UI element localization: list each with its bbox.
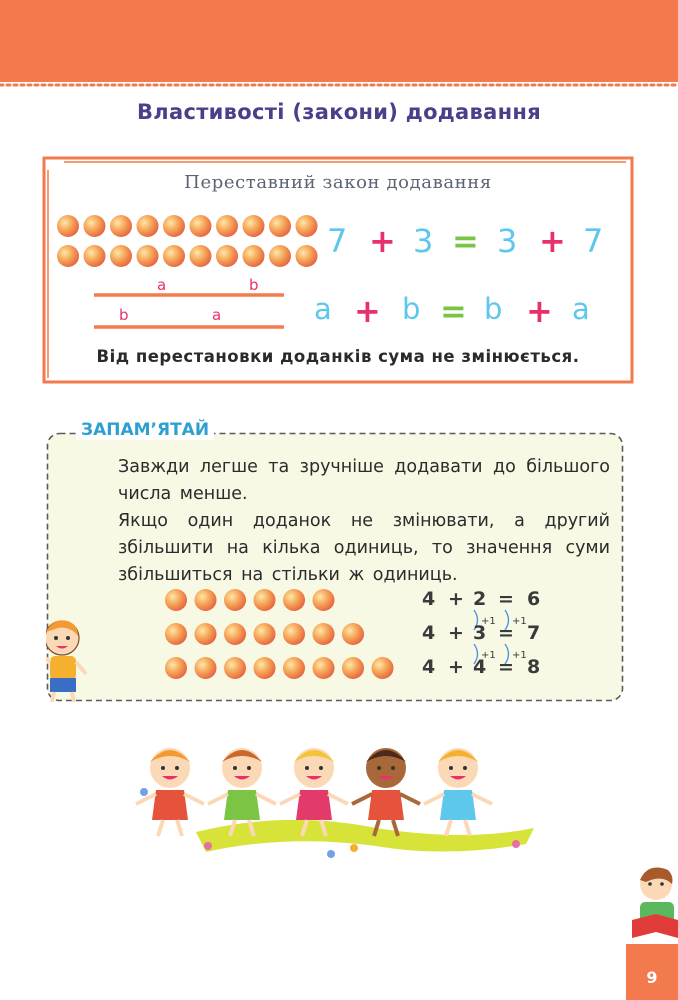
- counting-ball: [296, 245, 318, 267]
- counting-ball: [342, 657, 364, 679]
- eq-plus: +: [369, 222, 396, 260]
- counting-ball: [84, 215, 106, 237]
- counting-ball: [283, 657, 305, 679]
- counting-ball: [137, 215, 159, 237]
- counting-ball: [57, 245, 79, 267]
- child-figure: [352, 748, 420, 836]
- counting-ball: [372, 657, 394, 679]
- segment-label-b-top: b: [249, 276, 259, 294]
- step-label: +1: [481, 616, 496, 627]
- eq-term: b: [402, 292, 421, 326]
- counting-ball: [254, 623, 276, 645]
- step-label: +1: [481, 650, 496, 661]
- counting-ball: [216, 245, 238, 267]
- counting-ball: [163, 245, 185, 267]
- counting-ball: [137, 245, 159, 267]
- child-figure: [424, 748, 492, 836]
- counting-ball: [165, 623, 187, 645]
- counting-ball: [190, 215, 212, 237]
- counting-ball: [296, 215, 318, 237]
- counting-ball: [254, 657, 276, 679]
- counting-ball: [243, 245, 265, 267]
- counting-ball: [269, 245, 291, 267]
- counting-ball: [57, 215, 79, 237]
- eq-term: 7: [583, 222, 604, 260]
- eq-term: 3: [497, 222, 518, 260]
- counting-ball: [110, 215, 132, 237]
- eq-plus: +: [539, 222, 566, 260]
- counting-ball: [195, 623, 217, 645]
- counting-ball: [313, 623, 335, 645]
- rule-easier-add-smaller: Завжди легше та зручніше додавати до більшого числа менше.: [118, 457, 610, 504]
- counting-ball: [84, 245, 106, 267]
- counting-ball: [190, 245, 212, 267]
- header-banner: [0, 0, 678, 82]
- dancing-children-illustration: [126, 740, 546, 870]
- counting-ball: [163, 215, 185, 237]
- remember-title: ЗАПАМ’ЯТАЙ: [76, 420, 214, 440]
- counting-ball: [165, 589, 187, 611]
- counting-ball: [110, 245, 132, 267]
- reading-boy-illustration: [626, 862, 678, 946]
- eq-term: a: [572, 292, 590, 326]
- counting-ball: [342, 623, 364, 645]
- eq-term: a: [314, 292, 332, 326]
- numeric-equation: [327, 222, 627, 264]
- segment-label-b-bottom: b: [119, 306, 129, 324]
- law-ball-rows: [57, 215, 318, 267]
- eq-term: b: [484, 292, 503, 326]
- remember-box: +1 +1 +1 +1 ЗАПАМ’ЯТАЙ Завжди легше та зручніше додавати до більшого числа менше. Якщо один доданок не змінювати, а другий збільшити на кілька одиниць, то значення суми збільшиться на стільки ж одиниць. 4 + 2 = 6 4 + 3 = 7 4 + 4 = 8: [46, 432, 624, 702]
- banner-dots: [0, 82, 678, 88]
- counting-ball: [224, 589, 246, 611]
- eq-plus: +: [354, 292, 381, 330]
- counting-ball: [243, 215, 265, 237]
- eq-term: 7: [327, 222, 348, 260]
- segment-label-a-bottom: a: [212, 306, 222, 324]
- letter-equation: [314, 292, 624, 334]
- eq-equals: =: [452, 222, 479, 260]
- counting-ball: [165, 657, 187, 679]
- counting-ball: [254, 589, 276, 611]
- eq-term: 3: [413, 222, 434, 260]
- counting-ball: [269, 215, 291, 237]
- page-number: 9: [626, 944, 678, 1000]
- counting-ball: [313, 589, 335, 611]
- segment-label-a-top: a: [157, 276, 167, 294]
- counting-ball: [224, 657, 246, 679]
- eq-equals: =: [440, 292, 467, 330]
- counting-ball: [195, 589, 217, 611]
- counting-ball: [313, 657, 335, 679]
- counting-ball: [283, 589, 305, 611]
- page-title: Властивості (закони) додавання: [136, 100, 541, 124]
- step-label: +1: [512, 650, 527, 661]
- counting-ball: [224, 623, 246, 645]
- remember-rules: [118, 454, 610, 589]
- law-statement: Від перестановки доданків сума не змінюється.: [96, 347, 580, 366]
- step-label: +1: [512, 616, 527, 627]
- rule-sum-increase: Якщо один доданок не змінювати, а другий збільшити на кілька одиниць, то значення суми збільшиться на стільки ж одиниць.: [118, 511, 610, 585]
- counting-ball: [195, 657, 217, 679]
- commutative-law-box: [42, 156, 634, 384]
- counting-ball: [216, 215, 238, 237]
- counting-ball: [283, 623, 305, 645]
- law-title: Переставний закон додавання: [184, 172, 492, 193]
- eq-plus: +: [526, 292, 553, 330]
